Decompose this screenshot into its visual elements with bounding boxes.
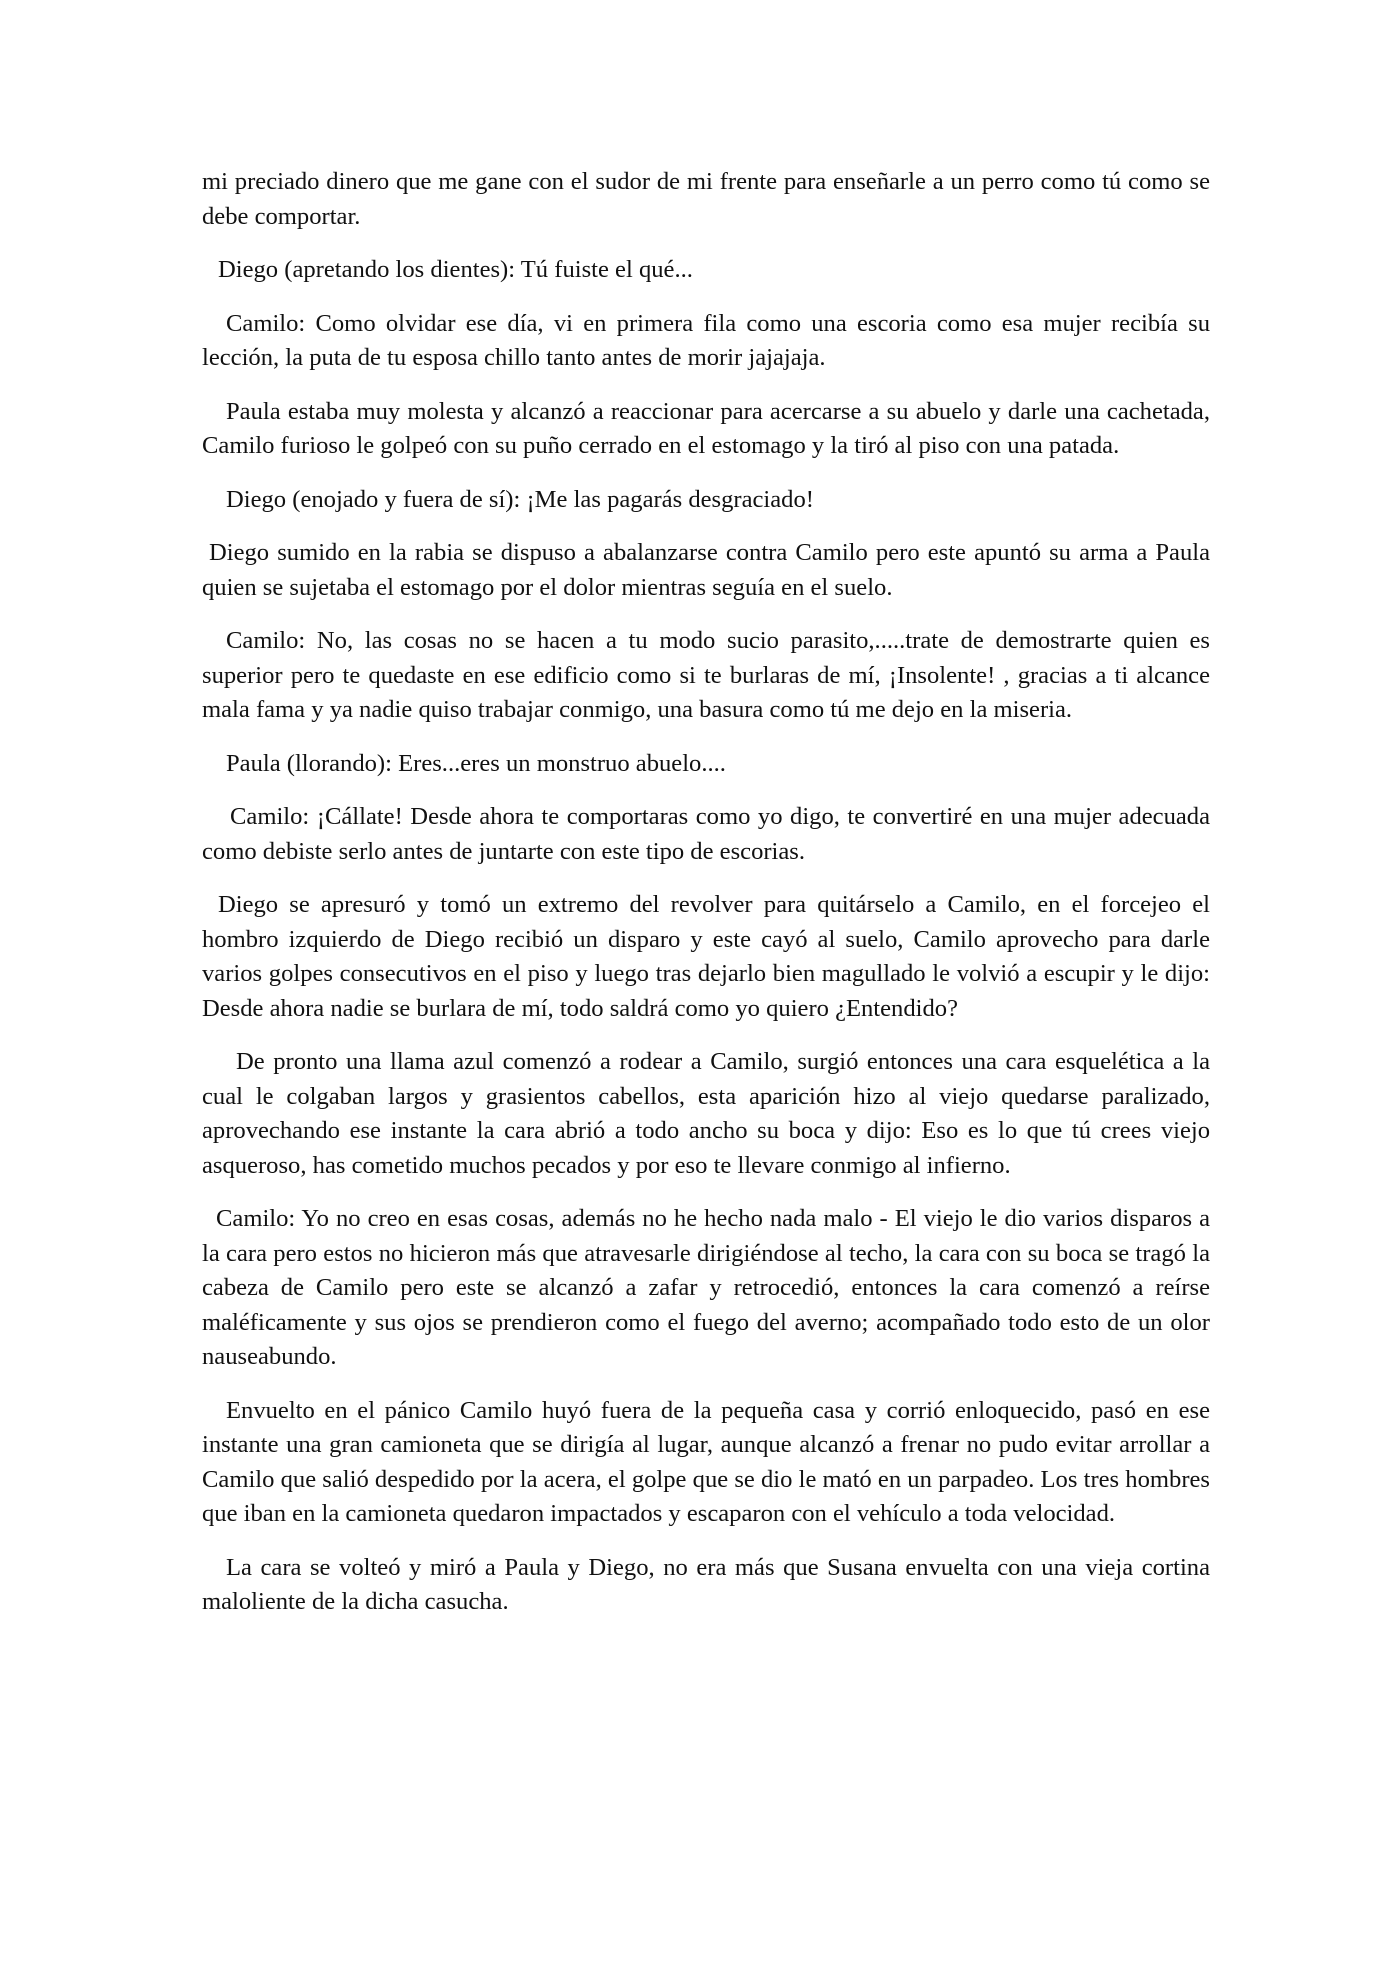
paragraph-12: Camilo: Yo no creo en esas cosas, además no he hecho nada malo - El viejo le dio varios disparos a la cara pero estos no hicieron más que atravesarle dirigiéndose al techo, la cara con su boca se tragó la cabeza de Camilo pero este se alcanzó a zafar y retrocedió, entonces la cara comenzó a reírse maléficamente y sus ojos se prendieron como el fuego del averno; acompañado todo esto de un olor nauseabundo. (202, 1205, 1210, 1370)
document-page (202, 165, 1210, 1639)
paragraph-9: Camilo: ¡Cállate! Desde ahora te comportaras como yo digo, te convertiré en una mujer adecuada como debiste serlo antes de juntarte con este tipo de escorias. (202, 803, 1210, 865)
paragraph-13: Envuelto en el pánico Camilo huyó fuera de la pequeña casa y corrió enloquecido, pasó en ese instante una gran camioneta que se dirigía al lugar, aunque alcanzó a frenar no pudo evitar arrollar a Camilo que salió despedido por la acera, el golpe que se dio le mató en un parpadeo. Los tres hombres que iban en la camioneta quedaron impactados y escaparon con el vehículo a toda velocidad. (202, 1396, 1210, 1527)
paragraph-8: Paula (llorando): Eres...eres un monstruo abuelo.... (226, 749, 726, 777)
paragraph-3: Camilo: Como olvidar ese día, vi en primera fila como una escoria como esa mujer recibía su lección, la puta de tu esposa chillo tanto antes de morir jajajaja. (202, 309, 1210, 371)
paragraph-2: Diego (apretando los dientes): Tú fuiste el qué... (218, 256, 693, 283)
paragraph-4: Paula estaba muy molesta y alcanzó a reaccionar para acercarse a su abuelo y darle una cachetada, Camilo furioso le golpeó con su puño cerrado en el estomago y la tiró al piso con una patada. (202, 397, 1210, 459)
paragraph-6: Diego sumido en la rabia se dispuso a abalanzarse contra Camilo pero este apuntó su arma a Paula quien se sujetaba el estomago por el dolor mientras seguía en el suelo. (202, 539, 1210, 601)
paragraph-10: Diego se apresuró y tomó un extremo del revolver para quitárselo a Camilo, en el forcejeo el hombro izquierdo de Diego recibió un disparo y este cayó al suelo, Camilo aprovecho para darle varios golpes consecutivos en el piso y luego tras dejarlo bien magullado le volvió a escupir y le dijo: Desde ahora nadie se burlara de mí, todo saldrá como yo quiero ¿Entendido? (202, 891, 1210, 1022)
paragraph-1: mi preciado dinero que me gane con el sudor de mi frente para enseñarle a un perro como tú como se debe comportar. (202, 168, 1210, 230)
paragraph-7: Camilo: No, las cosas no se hacen a tu modo sucio parasito,.....trate de demostrarte quien es superior pero te quedaste en ese edificio como si te burlaras de mí, ¡Insolente! , gracias a ti alcance mala fama y ya nadie quiso trabajar conmigo, una basura como tú me dejo en la miseria. (202, 627, 1210, 723)
paragraph-14: La cara se volteó y miró a Paula y Diego, no era más que Susana envuelta con una vieja cortina maloliente de la dicha casucha. (202, 1553, 1210, 1615)
paragraph-11: De pronto una llama azul comenzó a rodear a Camilo, surgió entonces una cara esquelética a la cual le colgaban largos y grasientos cabellos, esta aparición hizo al viejo quedarse paralizado, aprovechando ese instante la cara abrió a todo ancho su boca y dijo: Eso es lo que tú crees viejo asqueroso, has cometido muchos pecados y por eso te llevare conmigo al infierno. (202, 1048, 1210, 1179)
paragraph-5: Diego (enojado y fuera de sí): ¡Me las pagarás desgraciado! (226, 485, 814, 513)
